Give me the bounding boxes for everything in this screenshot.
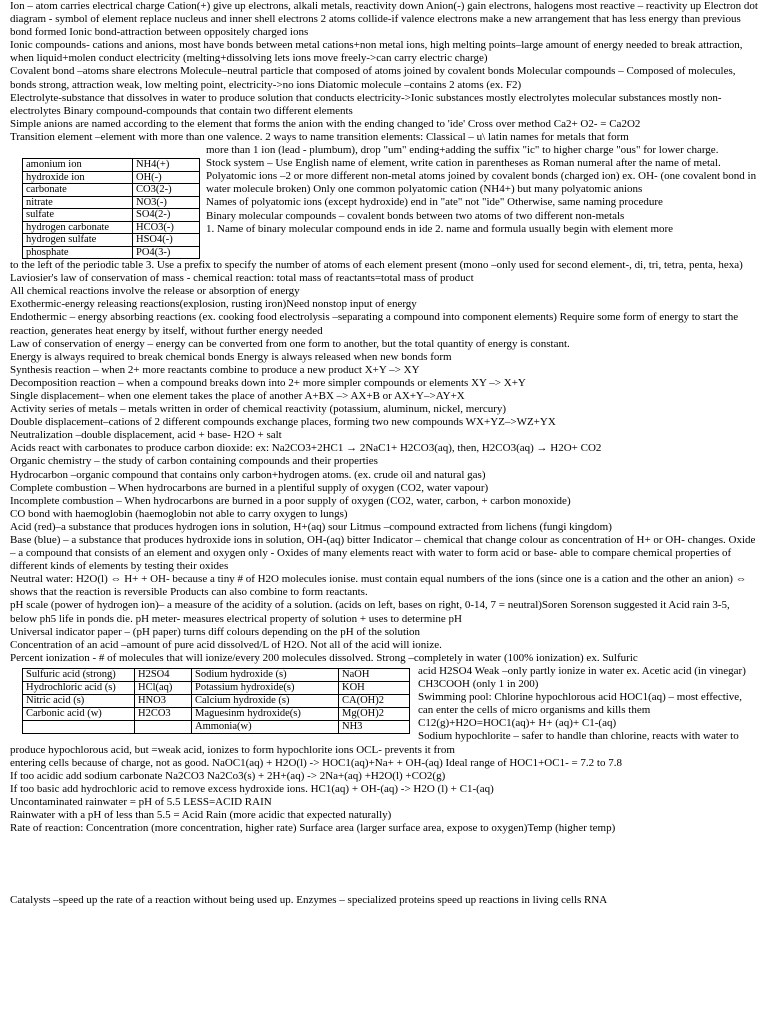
text-line: Percent ionization - # of molecules that will ionize/every 200 molecules dissolved. Strong –completely in water (100% ionization) ex. Sulfuric [10,651,638,664]
ion-formula-cell: HCO3(-) [133,221,200,234]
table-row [23,209,200,222]
text-line: Universal indicator paper – (pH paper) turns diff colours depending on the pH of the solution [10,625,421,638]
text-line: Double displacement–cations of 2 different compounds exchange places, forming two new compounds WX+YZ–>WZ+YX [10,416,556,429]
acid-formula-cell: HCl(aq) [135,681,192,694]
text-line: Decomposition reaction – when a compound breaks down into 2+ more simpler compounds or elements XY –> X+Y [10,376,526,389]
ion-formula-cell: SO4(2-) [133,209,200,222]
text-line: Law of conservation of energy – energy can be converted from one form to another, but the total quantity of energy is constant. [10,337,570,350]
text-line: Organic chemistry – the study of carbon containing compounds and their properties [10,455,378,468]
text-line: Activity series of metals – metals written in order of chemical reactivity (potassium, aluminum, nickel, mercury) [10,403,507,416]
acid-name-cell: Carbonic acid (w) [23,707,135,720]
ion-name-cell: nitrate [23,196,133,209]
text-line: Exothermic-energy releasing reactions(explosion, rusting iron)Need nonstop input of energy [10,298,417,311]
bottom-block [10,757,758,908]
table-row [23,694,410,707]
acid-formula-cell [135,720,192,733]
base-formula-cell: Mg(OH)2 [339,707,410,720]
text-line: Catalysts –speed up the rate of a reaction without being used up. Enzymes – specialized proteins speed up reactions in living cells RNA [10,894,608,907]
text-line: Acids react with carbonates to produce carbon dioxide: ex: Na2CO3+2HC1 → 2NaC1+ H2CO3(aq), then, H2CO3(aq) → H2O+ CO2 [10,442,602,455]
table-row [23,720,410,733]
text-line: Ion – atom carries electrical charge Cation(+) give up electrons, alkali metals, reactivity down Anion(-) gain electrons, halogens most reactive – reactivity up Electron dot diagram - symbol of element replace nucleus and inner shell electrons 2 atoms collide-if valence electrons make a new arrangement that has less energy than previous bond formed Ionic bond-attraction between oppositely charged ions [10,0,758,39]
text-line: All chemical reactions involve the release or absorption of energy [10,285,300,298]
base-formula-cell: NaOH [339,668,410,681]
text-line: Synthesis reaction – when 2+ more reactants combine to produce a new product X+Y –> XY [10,363,420,376]
table-row [23,668,410,681]
ion-formula-cell: NH4(+) [133,159,200,172]
text-line: Concentration of an acid –amount of pure acid dissolved/L of H2O. Not all of the acid will ionize. [10,638,442,651]
ion-name-cell: amonium ion [23,159,133,172]
text-line: Transition element –element with more than one valence. 2 ways to name transition elements: Classical – u\ latin names for metals that form [10,130,629,143]
ion-name-cell: sulfate [23,209,133,222]
text-line: If too basic add hydrochloric acid to remove excess hydroxide ions. HC1(aq) + OH-(aq) -> H2O (l) + C1-(aq) [10,782,494,795]
text-line: Energy is always required to break chemical bonds Energy is always released when new bonds form [10,350,452,363]
base-formula-cell: NH3 [339,720,410,733]
table-row [23,707,410,720]
table-row [23,171,200,184]
acid-name-cell: Nitric acid (s) [23,694,135,707]
text-line: Acid (red)–a substance that produces hydrogen ions in solution, H+(aq) sour Litmus –compound extracted from lichens (fungi kingdom) [10,520,612,533]
ion-formula-cell: PO4(3-) [133,246,200,259]
middle-block [10,259,758,665]
text-line: Covalent bond –atoms share electrons Molecule–neutral particle that composed of atoms joined by covalent bonds Molecular compounds – Composed of molecules, bonds strong, attraction weak, low melting point, electricity->no ions Diatomic molecule –contains 2 atoms (ex. F2) [10,65,736,91]
base-name-cell: Sodium hydroxide (s) [192,668,339,681]
ion-formula-cell: CO3(2-) [133,184,200,197]
text-line: Neutral water: H2O(l) ⇔ H+ + OH- because a tiny # of H2O molecules ionise. must contain equal numbers of the ions (since one is a cation and the other an anion) ⇔ shows that the reaction is reversible Products can also combine to form reactants. [10,573,747,599]
acid-base-table [22,668,410,734]
text-line: Base (blue) – a substance that produces hydroxide ions in solution, OH-(aq) bitter Indicator – chemical that change colour as concentration of H+ or OH- changes. Oxide – a compound that consists of an element and oxygen only - Oxides of many elements react with water to form acid or base- able to compare chemical properties of different kinds of elements by testing their oxides [10,534,756,573]
text-line: Hydrocarbon –organic compound that contains only carbon+hydrogen atoms. (ex. crude oil and natural gas) [10,468,486,481]
acid-name-cell: Hydrochloric acid (s) [23,681,135,694]
acid-formula-cell: HNO3 [135,694,192,707]
acid-name-cell: Sulfuric acid (strong) [23,668,135,681]
text-line: Laviosier's law of conservation of mass - chemical reaction: total mass of reactants=total mass of product [10,272,474,285]
text-line: Stock system – Use English name of element, write cation in parentheses as Roman numeral after the name of metal. [206,157,721,170]
text-line: Single displacement– when one element takes the place of another A+BX –> AX+B or AX+Y–>AY+X [10,389,465,402]
table-row [23,159,200,172]
table-row [23,246,200,259]
text-line: Polyatomic ions –2 or more different non-metal atoms joined by covalent bonds (charged ion) ex. OH- (one covalent bond in water molecule broken) Only one common polyatomic cation (NH4+) but many polyatomic anions [206,170,757,196]
text-line: Neutralization –double displacement, acid + base- H2O + salt [10,429,282,442]
table-row [23,196,200,209]
ion-name-cell: hydrogen carbonate [23,221,133,234]
text-line: Binary molecular compounds – covalent bonds between two atoms of two different non-metals [206,209,625,222]
text-line: Electrolyte-substance that dissolves in water to produce solution that conducts electricity->Ionic substances mostly electrolytes molecular substances mostly non-electrolytes Binary compound-compounds that contain two different elements [10,91,722,117]
text-line: Endothermic – energy absorbing reactions (ex. cooking food electrolysis –separating a compound into component elements) Require some form of energy to start the reaction, generates heat energy by itself, without further energy needed [10,311,739,337]
table-row [23,221,200,234]
base-name-cell: Maguesinm hydroxide(s) [192,707,339,720]
base-name-cell: Potassium hydroxide(s) [192,681,339,694]
base-formula-cell: KOH [339,681,410,694]
text-line: Incomplete combustion – When hydrocarbons are burned in a poor supply of oxygen (CO2, water, carbon, + carbon monoxide) [10,494,571,507]
ion-name-cell: hydroxide ion [23,171,133,184]
acid-formula-cell: H2SO4 [135,668,192,681]
text-line: Names of polyatomic ions (except hydroxide) end in "ate" not "ide" Otherwise, same naming procedure [206,196,663,209]
ion-name-cell: carbonate [23,184,133,197]
ion-formula-cell: NO3(-) [133,196,200,209]
text-line: Simple anions are named according to the element that forms the anion with the ending changed to 'ide' Cross over method Ca2+ O2- = Ca2O2 [10,117,641,130]
acid-name-cell [23,720,135,733]
top-block [10,0,758,144]
ion-name-cell: hydrogen sulfate [23,234,133,247]
acid-formula-cell: H2CO3 [135,707,192,720]
base-formula-cell: CA(OH)2 [339,694,410,707]
text-line: pH scale (power of hydrogen ion)– a measure of the acidity of a solution. (acids on left, bases on right, 0-14, 7 = neutral)Soren Sorenson suggested it Acid rain 3-5, below ph5 life in ponds die. pH meter- measures electrical property of solution + uses to determine pH [10,599,730,625]
table-row [23,681,410,694]
blank-gap [10,835,758,894]
text-line: CO bond with haemoglobin (haemoglobin not able to carry oxygen to lungs) [10,507,348,520]
polyatomic-ion-table [22,158,200,259]
text-line: Swimming pool: Chlorine hypochlorous acid HOC1(aq) – most effective, can enter the cells of micro organisms and kills them C12(g)+H2O=HOC1(aq)+ H+ (aq)+ C1-(aq) [418,691,742,730]
base-name-cell: Ammonia(w) [192,720,339,733]
text-line: Rainwater with a pH of less than 5.5 = Acid Rain (more acidic that expected naturally) [10,808,392,821]
table-row [23,234,200,247]
table-row [23,184,200,197]
text-line: Ionic compounds- cations and anions, most have bonds between metal cations+non metal ions, high melting points–large amount of energy needed to break attraction, when liquid+molen conduct electricity (melting+dissolving lets ions move freely->can carry electric charge) [10,39,743,65]
text-line: entering cells because of charge, not as good. NaOC1(aq) + H2O(l) -> HOC1(aq)+Na+ + OH-(aq) Ideal range of HOC1+OC1- = 7.2 to 7.8 [10,756,622,769]
text-line: Rate of reaction: Concentration (more concentration, higher rate) Surface area (larger surface area, expose to oxygen)Temp (higher temp) [10,822,616,835]
ion-formula-cell: HSO4(-) [133,234,200,247]
text-line: more than 1 ion (lead - plumbum), drop "um" ending+adding the suffix "ic" to higher charge "ous" for lower charge. [206,144,719,157]
ion-formula-cell: OH(-) [133,171,200,184]
text-line: Sodium hypochlorite – safer to handle than chlorine, reacts with water to produce hypochlorous acid, but =weak acid, ionizes to form hypochlorite ions OCL- prevents it from [10,730,739,756]
base-name-cell: Calcium hydroxide (s) [192,694,339,707]
text-line: acid H2SO4 Weak –only partly ionize in water ex. Acetic acid (in vinegar) CH3COOH (only 1 in 200) [418,664,746,691]
ion-name-cell: phosphate [23,246,133,259]
text-line: 1. Name of binary molecular compound ends in ide 2. name and formula usually begin with element more [206,222,674,235]
text-line: Uncontaminated rainwater = pH of 5.5 LESS=ACID RAIN [10,795,272,808]
text-line: to the left of the periodic table 3. Use a prefix to specify the number of atoms of each element present (mono –only used for second element-, di, tri, tetra, penta, hexa) [10,259,743,272]
text-line: Complete combustion – When hydrocarbons are burned in a plentiful supply of oxygen (CO2, water vapour) [10,481,489,494]
text-line: If too acidic add sodium carbonate Na2CO3 Na2Co3(s) + 2H+(aq) -> 2Na+(aq) +H2O(l) +CO2(g) [10,769,446,782]
